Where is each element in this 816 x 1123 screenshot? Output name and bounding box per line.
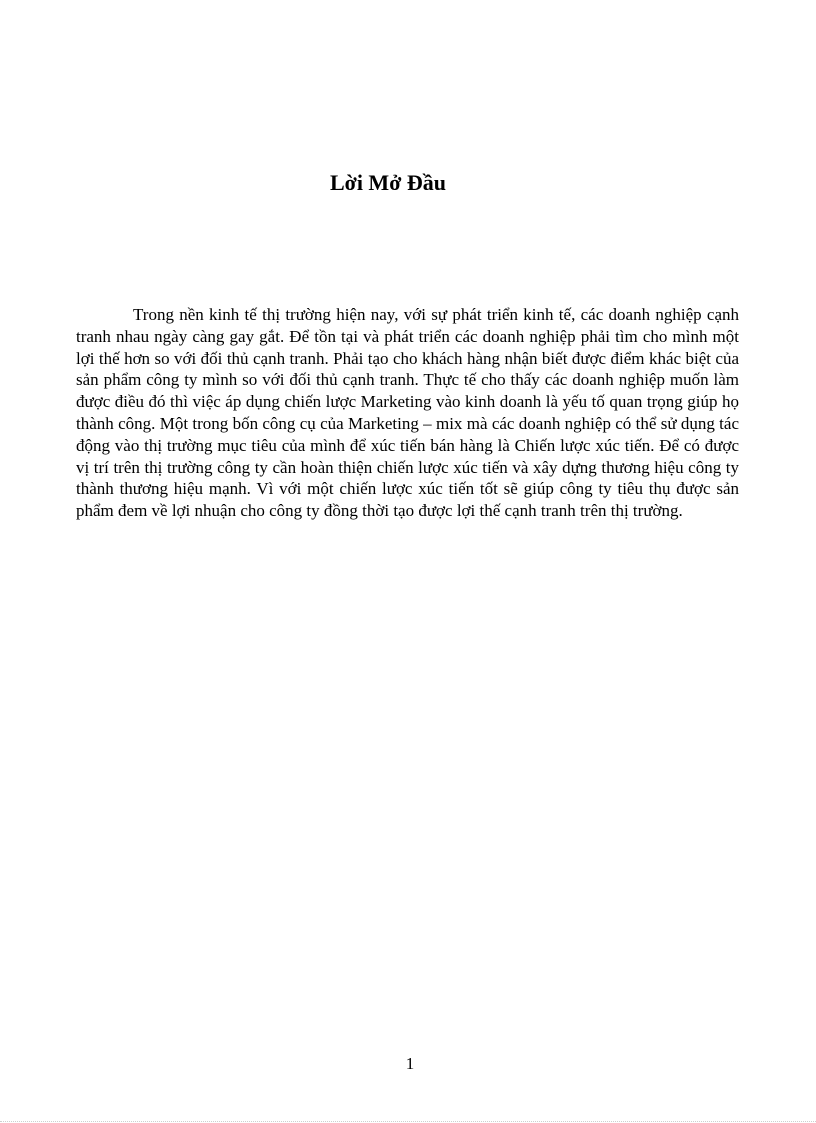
document-title: Lời Mở Đầu bbox=[329, 170, 447, 195]
intro-paragraph: Trong nền kinh tế thị trường hiện nay, với sự phát triển kinh tế, các doanh nghiệp cạnh tranh nhau ngày càng gay gắt. Để tồn tại và phát triển các doanh nghiệp phải tìm cho mình một lợi thế hơn so với đối thủ cạnh tranh. Phải tạo cho khách hàng nhận biết được điểm khác biệt của sản phẩm công ty mình so với đối thủ cạnh tranh. Thực tế cho thấy các doanh nghiệp muốn làm được điều đó thì việc áp dụng chiến lược Marketing vào kinh doanh là yếu tố quan trọng giúp họ thành công. Một trong bốn công cụ của Marketing – mix mà các doanh nghiệp có thể sử dụng tác động vào thị trường mục tiêu của mình để xúc tiến bán hàng là Chiến lược xúc tiến. Để có được vị trí trên thị trường công ty cần hoàn thiện chiến lược xúc tiến và xây dựng thương hiệu công ty thành thương hiệu mạnh. Vì với một chiến lược xúc tiến tốt sẽ giúp công ty tiêu thụ được sản phẩm đem về lợi nhuận cho công ty đồng thời tạo được lợi thế cạnh tranh trên thị trường. bbox=[76, 305, 739, 521]
page-number: 1 bbox=[405, 1054, 415, 1073]
page-bottom-divider bbox=[0, 1121, 816, 1122]
